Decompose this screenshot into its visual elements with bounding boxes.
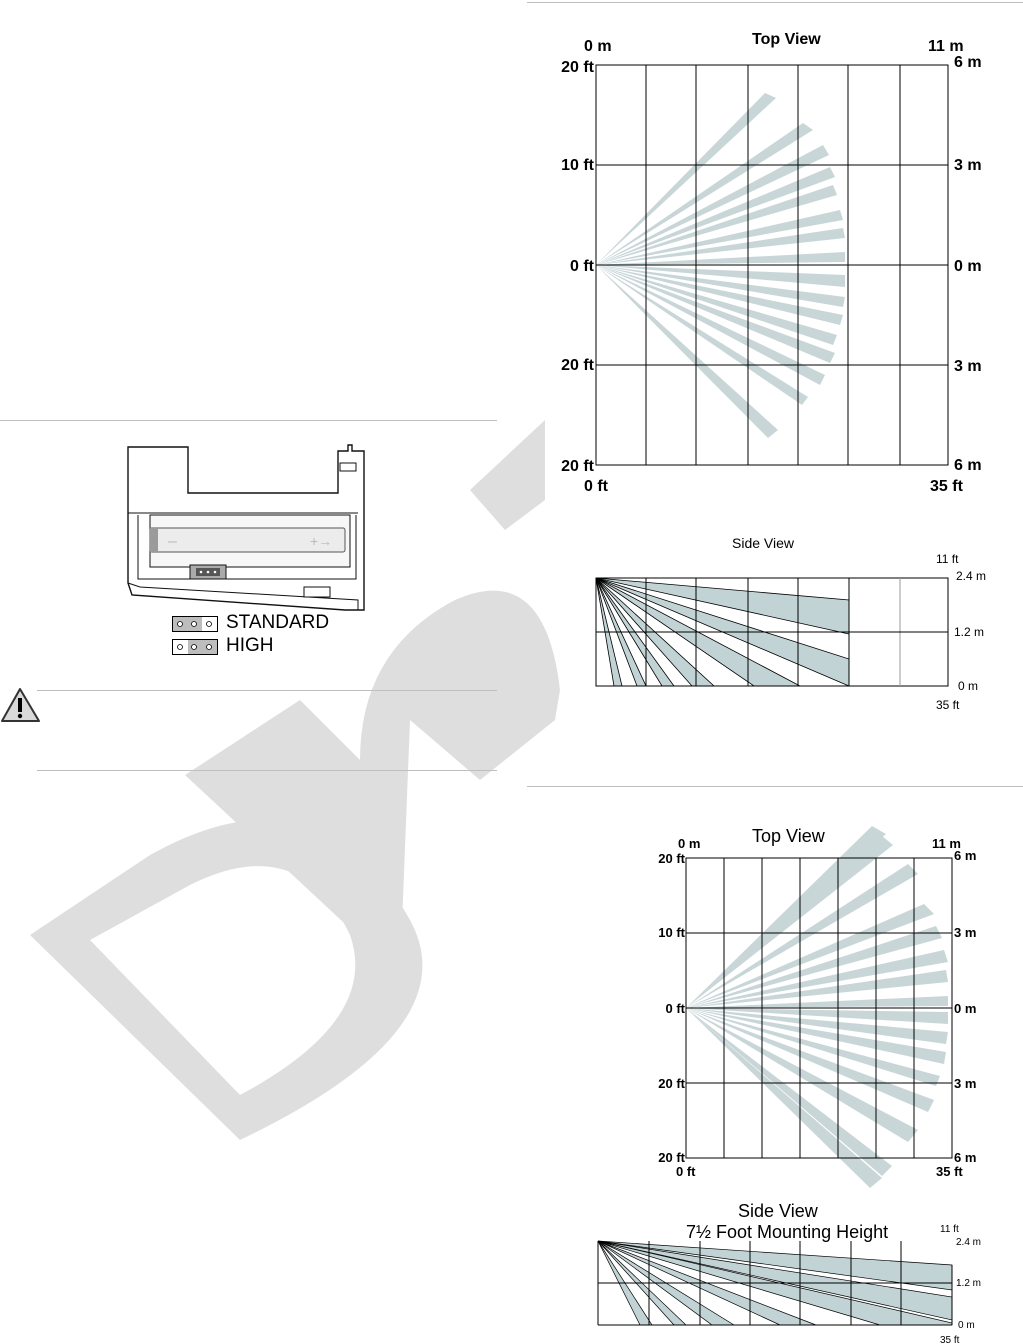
right-label: 0 m bbox=[954, 1001, 977, 1016]
right-label: 3 m bbox=[954, 1076, 977, 1091]
right-axis-labels bbox=[954, 848, 976, 1165]
right-axis-labels bbox=[954, 54, 982, 474]
top-view-grid bbox=[596, 65, 948, 465]
side-top-ft-label: 11 ft bbox=[940, 1224, 959, 1235]
right-label: 6 m bbox=[954, 54, 982, 71]
right-label: 6 m bbox=[954, 1150, 977, 1165]
side-view-2 bbox=[598, 1201, 981, 1344]
svg-text:+→: +→ bbox=[310, 533, 333, 549]
section-divider bbox=[527, 786, 1023, 787]
x-end-m-label: 11 m bbox=[932, 836, 961, 851]
side-right-label: 0 m bbox=[958, 1320, 975, 1331]
side-right-label: 0 m bbox=[958, 679, 979, 693]
left-label: 20 ft bbox=[658, 1076, 685, 1091]
side-right-labels bbox=[956, 1237, 981, 1331]
top-view-1 bbox=[561, 31, 981, 495]
x-end-ft-label: 35 ft bbox=[930, 478, 963, 495]
sensitivity-jumper-illustration bbox=[120, 435, 370, 615]
side-view-title: Side View bbox=[738, 1201, 818, 1221]
right-label: 6 m bbox=[954, 457, 982, 474]
top-view-2 bbox=[658, 826, 976, 1188]
side-view-1 bbox=[596, 535, 986, 712]
left-label: 10 ft bbox=[658, 925, 685, 940]
caution-bottom-rule bbox=[37, 770, 497, 771]
right-label: 3 m bbox=[954, 157, 982, 174]
caution-top-rule bbox=[37, 690, 497, 691]
side-top-ft-label: 11 ft bbox=[936, 552, 959, 566]
left-label: 0 ft bbox=[570, 258, 594, 275]
left-label: 10 ft bbox=[561, 157, 594, 174]
side-right-label: 2.4 m bbox=[956, 1237, 982, 1248]
x-end-ft-label: 35 ft bbox=[936, 1164, 963, 1179]
left-label: 0 ft bbox=[665, 1001, 685, 1016]
side-right-labels bbox=[954, 569, 986, 693]
right-label: 0 m bbox=[954, 258, 982, 275]
jumper-high-label: HIGH bbox=[226, 635, 274, 656]
left-label: 20 ft bbox=[561, 59, 594, 76]
left-axis-labels bbox=[561, 59, 595, 475]
jumper-standard-icon bbox=[172, 616, 218, 632]
x-start-ft-label: 0 ft bbox=[676, 1164, 696, 1179]
beams bbox=[686, 826, 948, 1188]
side-bottom-ft-label: 35 ft bbox=[936, 698, 960, 712]
left-label: 20 ft bbox=[561, 458, 594, 475]
x-start-ft-label: 0 ft bbox=[584, 478, 608, 495]
left-axis-labels bbox=[658, 851, 685, 1165]
left-label: 20 ft bbox=[658, 1150, 685, 1165]
right-label: 6 m bbox=[954, 848, 977, 863]
left-label: 20 ft bbox=[658, 851, 685, 866]
x-start-m-label: 0 m bbox=[584, 38, 612, 55]
coverage-diagram-2 bbox=[590, 820, 1010, 1344]
right-label: 3 m bbox=[954, 925, 977, 940]
side-view-subtitle: 7½ Foot Mounting Height bbox=[686, 1222, 889, 1242]
coverage-diagram-1 bbox=[540, 25, 1010, 725]
jumper-standard-label: STANDARD bbox=[226, 612, 330, 633]
top-view-title: Top View bbox=[752, 31, 821, 48]
jumper-high-icon bbox=[172, 639, 218, 655]
side-right-label: 1.2 m bbox=[956, 1278, 982, 1289]
caution-icon bbox=[0, 686, 42, 724]
x-start-m-label: 0 m bbox=[678, 836, 701, 851]
right-label: 3 m bbox=[954, 358, 982, 375]
top-view-title: Top View bbox=[752, 826, 825, 846]
section-divider bbox=[527, 2, 1023, 3]
svg-text:–: – bbox=[168, 533, 177, 550]
side-bottom-ft-label: 35 ft bbox=[940, 1335, 960, 1344]
watermark-letter-a bbox=[470, 420, 545, 530]
side-right-label: 2.4 m bbox=[956, 569, 987, 583]
side-view-title: Side View bbox=[732, 535, 795, 551]
x-end-m-label: 11 m bbox=[928, 38, 964, 55]
left-label: 20 ft bbox=[561, 357, 594, 374]
section-divider bbox=[0, 420, 497, 421]
side-right-label: 1.2 m bbox=[954, 625, 985, 639]
